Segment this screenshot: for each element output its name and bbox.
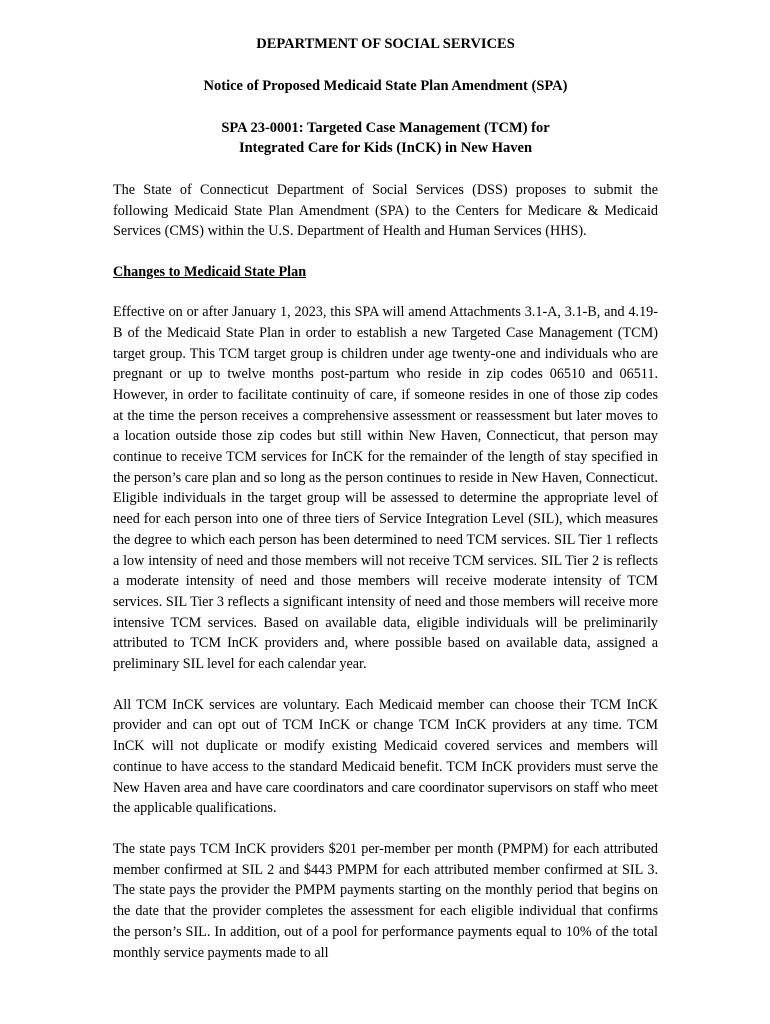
section-heading: Changes to Medicaid State Plan: [113, 264, 307, 281]
department-heading: DEPARTMENT OF SOCIAL SERVICES: [256, 36, 515, 52]
spa-title-line-2: Integrated Care for Kids (InCK) in New Haven: [238, 140, 533, 156]
body-paragraph-payments: The state pays TCM InCK providers $201 per-member per month (PMPM) for each attributed member confirmed at SIL 2 and $443 PMPM for each attributed member confirmed at SIL 3. The state pays the provider the PMPM payments starting on the monthly period that begins on the date that the provider completes the assessment for each eligible individual that confirms the person’s SIL. In addition, out of a pool for performance payments equal to 10% of the total monthly service payments made to all: [113, 840, 658, 961]
document-page: [113, 34, 658, 983]
notice-heading: Notice of Proposed Medicaid State Plan Amendment (SPA): [203, 78, 568, 94]
spa-title: [113, 118, 658, 158]
body-paragraph-voluntary: All TCM InCK services are voluntary. Each Medicaid member can choose their TCM InCK provider and can opt out of TCM InCK or change TCM InCK providers at any time. TCM InCK will not duplicate or modify existing Medicaid covered services and members will continue to have access to the standard Medicaid benefit. TCM InCK providers must serve the New Haven area and have care coordinators and care coordinator supervisors on staff who meet the applicable qualifications.: [113, 696, 658, 817]
body-paragraph-effective: Effective on or after January 1, 2023, this SPA will amend Attachments 3.1-A, 3.1-B, and 4.19-B of the Medicaid State Plan in order to establish a new Targeted Case Management (TCM) target group. This TCM target group is children under age twenty-one and individuals who are pregnant or up to twelve months post-partum who reside in zip codes 06510 and 06511. However, in order to facilitate continuity of care, if someone resides in one of those zip codes at the time the person receives a comprehensive assessment or reassessment but later moves to a location outside those zip codes but still within New Haven, Connecticut, that person may continue to receive TCM services for InCK for the remainder of the length of stay specified in the person’s care plan and so long as the person continues to reside in New Haven, Connecticut. Eligible individuals in the target group will be assessed to determine the appropriate level of need for each person into one of three tiers of Service Integration Level (SIL), which measures the degree to which each person has been determined to need TCM services. SIL Tier 1 reflects a low intensity of need and those members will not receive TCM services. SIL Tier 2 is reflects a moderate intensity of need and those members will receive moderate intensity of TCM services. SIL Tier 3 reflects a significant intensity of need and those members will receive more intensive TCM services. Based on available data, eligible individuals will be preliminarily attributed to TCM InCK providers and, where possible based on available data, assigned a preliminary SIL level for each calendar year.: [113, 304, 658, 673]
spa-title-line-1: SPA 23-0001: Targeted Case Management (TCM) for: [221, 120, 550, 136]
intro-paragraph: The State of Connecticut Department of Social Services (DSS) proposes to submit the following Medicaid State Plan Amendment (SPA) to the Centers for Medicare & Medicaid Services (CMS) within the U.S. Department of Health and Human Services (HHS).: [113, 182, 658, 240]
